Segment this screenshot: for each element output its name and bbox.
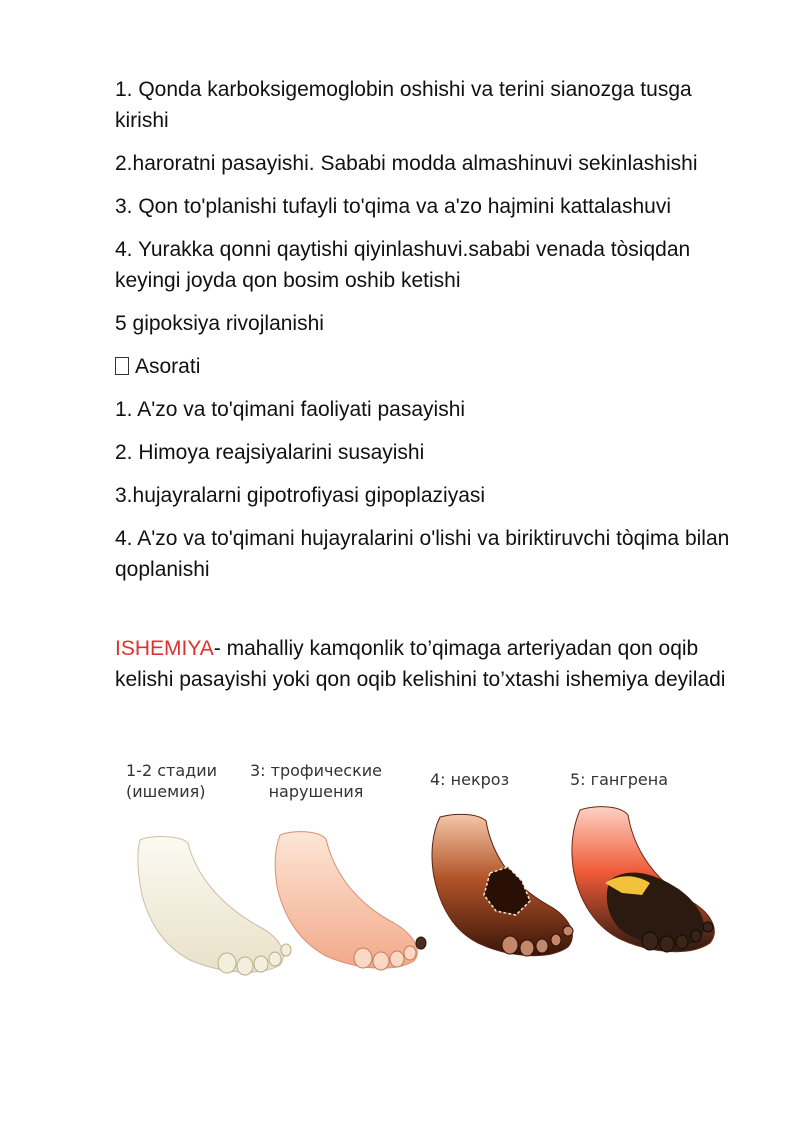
ischemia-stages-figure bbox=[110, 755, 740, 995]
foot-stage-4 bbox=[572, 807, 714, 952]
complication-item-2: 2. Himoya reajsiyalarini susayishi bbox=[115, 441, 425, 464]
feet-illustration bbox=[110, 755, 740, 995]
list-item-1: 1. Qonda karboksigemoglobin oshishi va terini sianozga tusga kirishi bbox=[115, 78, 692, 132]
complication-item-3: 3.hujayralarni gipotrofiyasi gipoplaziyasi bbox=[115, 484, 486, 507]
stage-2-line2: нарушения bbox=[268, 782, 364, 801]
complication-item-1: 1. A'zo va to'qimani faoliyati pasayishi bbox=[115, 398, 466, 421]
stage-4-line1: 5: гангрена bbox=[570, 770, 668, 789]
asorati-heading-text: Asorati bbox=[135, 355, 201, 378]
asorati-heading bbox=[115, 351, 745, 382]
complication-item-4: 4. A'zo va to'qimani hujayralarini o'lishi va biriktiruvchi tòqima bilan qoplanishi bbox=[115, 527, 730, 581]
stage-3-line1: 4: некроз bbox=[430, 770, 510, 789]
list-item-5: 5 gipoksiya rivojlanishi bbox=[115, 312, 324, 335]
ishemiya-definition bbox=[115, 633, 745, 695]
stage-1-line2: (ишемия) bbox=[126, 782, 206, 801]
ishemiya-definition-text: - mahalliy kamqonlik to’qimaga arteriyadan qon oqib kelishi pasayishi yoki qon oqib kelishini to’xtashi ishemiya deyiladi bbox=[115, 637, 726, 691]
stage-2-line1: 3: трофические bbox=[250, 761, 382, 780]
foot-stage-1 bbox=[138, 837, 291, 975]
list-item-4: 4. Yurakka qonni qaytishi qiyinlashuvi.sababi venada tòsiqdan keyingi joyda qon bosim oshib ketishi bbox=[115, 238, 691, 292]
foot-stage-2 bbox=[275, 832, 426, 970]
stage-1-line1: 1-2 стадии bbox=[126, 761, 217, 780]
foot-stage-3 bbox=[432, 814, 573, 956]
list-item-2: 2.haroratni pasayishi. Sababi modda almashinuvi sekinlashishi bbox=[115, 152, 698, 175]
list-item-3: 3. Qon to'planishi tufayli to'qima va a'zo hajmini kattalashuvi bbox=[115, 195, 671, 218]
missing-glyph-icon bbox=[115, 357, 129, 375]
ishemiya-term: ISHEMIYA bbox=[115, 637, 214, 660]
text-block bbox=[115, 74, 745, 707]
